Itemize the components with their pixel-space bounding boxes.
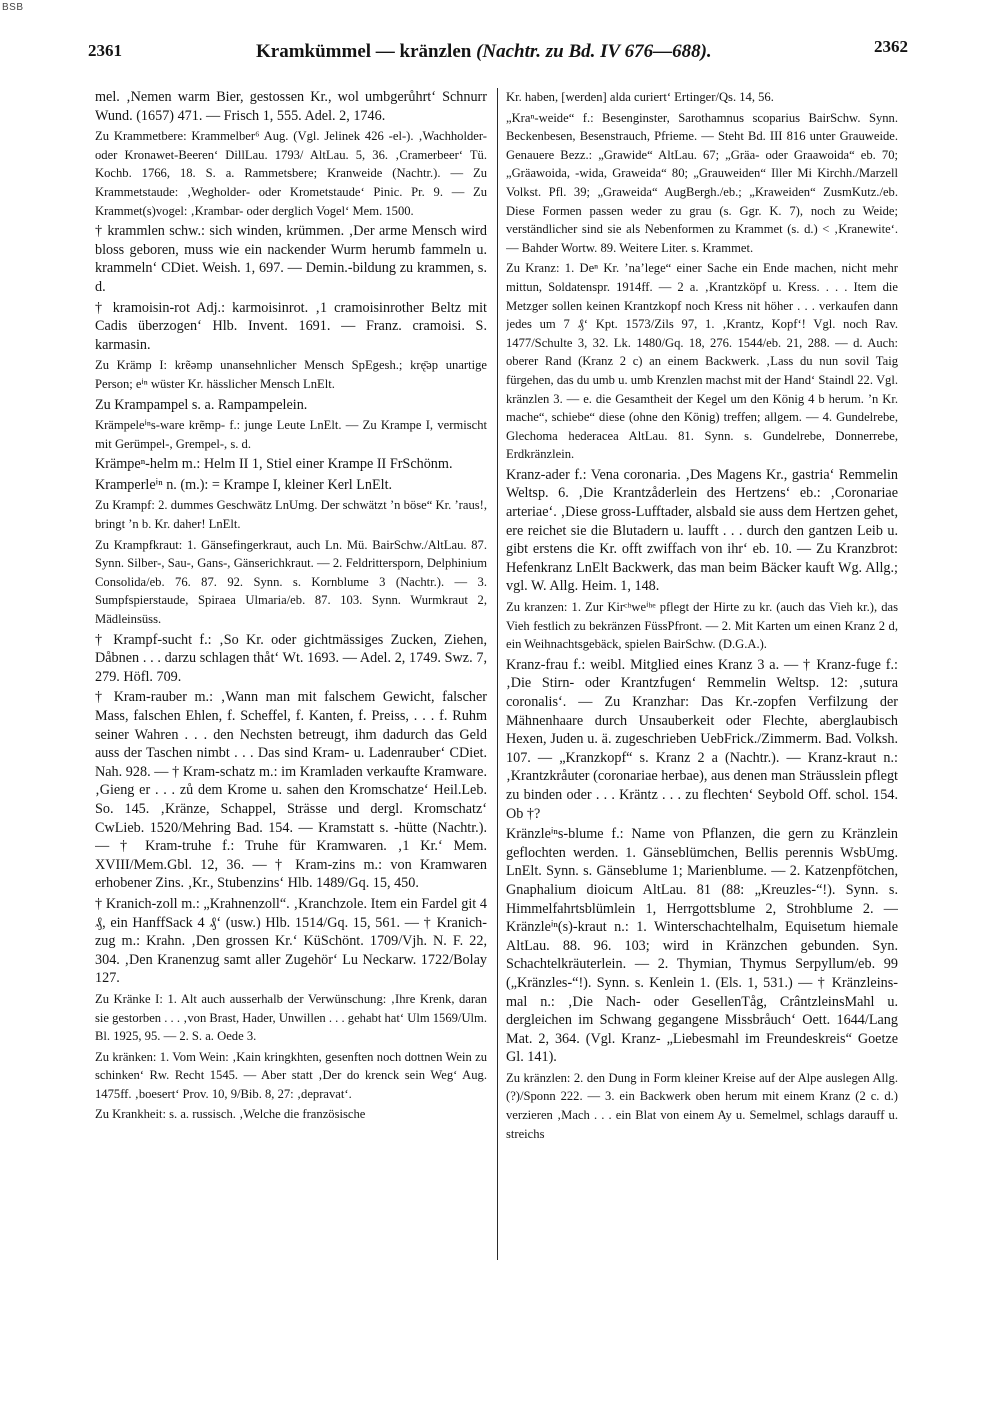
dictionary-entry: † Kram-rauber m.: ‚Wann man mit falschem Gewicht, falscher Mass, falschen Ehlen, f. Scheffel, f. Kanten, f. Preiss, . . . f. Ruhm seiner Wahren . . . den Nechsten betreugt, ihm dadurch das Geld auss der Taschen nimbt . . . Das sind Kram- u. Ladenrauber‘ CDiet. Nah. 928. — † Kram-schatz m.: im Kramladen verkaufte Kramware. ‚Gieng er . . . zů dem Krome u. sahen den Kromschatze‘ Heil.Leb. So. 145. ‚Kränze, Schappel, Strässe und dergl. Kromschatz‘ CwLieb. 1520/Mehring Bad. 154. — Kramstatt s. -hütte (Nachtr.). — † Kram-truhe f.: Truhe für Kramwaren. ‚1 Kr.‘ Mem. XVIII/Mem.Gbl. 12, 36. — † Kram-zins m.: von Kramwaren erhobener Zins. ‚Kr., Stubenzins‘ Hlb. 1489/Gq. 15, 450. (95, 689, 487, 892)
dictionary-entry: Kränzleⁱⁿs-blume f.: Name von Pflanzen, die gern zu Kränzlein geflochten werden. 1. Gänseblümchen, Bellis perennis WsbUmg. LnElt. Synn. s. Gänseblume 1; Marienblume. — 2. Katzenpfötchen, Gnaphalium dioicum AltLau. 81 (88: „Kreuzles-“!). Synn. s. Himmelfahrtsblümlein 1, Herrgottsblume 2, Strohblume 2. — Kränzleⁱⁿ(s)-kraut n.: 1. Winterschachtelhalm, Equisetum hiemale AltLau. 88. 96. 103; wird in Kränzchen gebunden. Syn. Schachtelkräuterlein. — 2. Thymian, Thymus Serpyllum/eb. 99 („Kränzles-“!). Synn. s. Kenlein 1. (Els. 1, 531.) — † Kränzleins-mal n.: ‚Die Nach- oder GesellenTåg, CrântzleinsMahl u. dergleichen im Schwang gegangene Missbråuch‘ Oett. 1644/Lang Mat. 2, 364. (Vgl. Kranz- „Liebesmahl im Freundeskreis“ Goetze Gl. 141). (506, 826, 898, 1066)
dictionary-entry: † krammlen schw.: sich winden, krümmen. ‚Der arme Mensch wird bloss geboren, muss wie ein nackender Wurm herumb fammeln u. krammeln‘ CDiet. Weish. 1, 697. — Demin.-bildung zu krammen, s. d. (95, 223, 487, 295)
dictionary-entry: Kr. haben, [werden] alda curiert‘ Ertinger/Qs. 14, 56. (506, 90, 774, 104)
page-header (88, 37, 908, 69)
dictionary-entry: Kramperleⁱⁿ n. (m.): = Krampe I, kleiner Kerl LnElt. (95, 476, 393, 493)
library-watermark: BSB (2, 2, 24, 13)
dictionary-entry: Zu Krankheit: s. a. russisch. ‚Welche die französische (95, 1107, 366, 1122)
dictionary-entry: Zu Kränke I: 1. Alt auch ausserhalb der Verwünschung: ‚Ihre Krenk, daran sie gestorben . . . ‚von Brast, Hader, Unwillen . . . gehabt hat‘ Ulm 1569/Ulm. Bl. 1925, 95. — 2. S. a. Oede 3. (95, 991, 487, 1044)
dictionary-entry: † kramoisin-rot Adj.: karmoisinrot. ‚1 cramoisinrother Beltz mit Cadis überzogen‘ Hlb. Invent. 1691. — Franz. cramoisi. S. karmasin. (95, 299, 487, 353)
dictionary-entry: Kranz-frau f.: weibl. Mitglied eines Kranz 3 a. — † Kranz-fuge f.: ‚Die Stirn- oder Krantzfugen‘ Remmelin Weltsp. 12: ‚sutura coronalis‘. — Zu Kranzhar: Das Kr.-zopfen Verfilzung der Mähnenhaare durch Unsauberkeit oder Flechte, aberglaubisch Hexen, Juden u. ä. zugeschrieben UebFrick./Zimmerm. Bad. Volksh. 107. — „Kranzkopf“ s. Kranz 2 a (Nachtr.). — Kranz-kraut n.: ‚Krantzkråuter (coronariae herbae), aus denen man Sträusslein pflegt zu binden oder . . . Kräntz . . . zu flechten‘ Seybold Off. schol. 154. Ob †? (506, 656, 898, 822)
left-column (95, 88, 487, 1288)
dictionary-entry: † Kranich-zoll m.: „Krahnenzoll“. ‚Kranchzole. Item ein Fardel git 4 ₰, ein HanffSack 4 ₰‘ (usw.) Hlb. 1514/Gq. 15, 561. — † Kranich-zug m.: Krahn. ‚Den grossen Kr.‘ KüSchönt. 1709/Vjh. N. F. 22, 304. ‚Den Kranenzug samt aller Zugehör‘ Lu Neckarw. 1722/Bolay 127. (95, 895, 487, 987)
dictionary-entry: Zu Krämp I: krẽəmp unansehnlicher Mensch SpEgesh.; krę̄əp unartige Person; eⁱⁿ wüster Kr. hässlicher Mensch LnElt. (95, 358, 487, 391)
page-number-left: 2361 (88, 41, 122, 60)
dictionary-entry: Zu Krampfkraut: 1. Gänsefingerkraut, auch Ln. Mü. BairSchw./AltLau. 87. Synn. Silber-, Sau-, Gans-, Gänserichkraut. — 2. Feldrittersporn, Delphinium Consolida/eb. 76. 87. 92. Synn. s. Kornblume 3 (Nachtr.). — 3. Sumpfspierstaude, Spiraea Ulmaria/eb. 87. 103. Synn. Wurmkraut 2, Mädleinsüss. (95, 537, 487, 627)
dictionary-entry: mel. ‚Nemen warm Bier, gestossen Kr., wol umbgerůhrt‘ Schnurr Wund. (1657) 471. — Frisch 1, 555. Adel. 2, 1746. (95, 89, 487, 124)
dictionary-entry: Zu Krampampel s. a. Rampampelein. (95, 396, 308, 413)
running-title-main: Kramkümmel — kränzlen (256, 41, 472, 62)
dictionary-entry: Zu Krammetbere: Krammelber⁶ Aug. (Vgl. Jelinek 426 -el-). ‚Wachholder- oder Kronawet-Beeren‘ DillLau. 1793/ AltLau. 5, 36. ‚Cramerbeer‘ Tü. Kochb. 1766, 18. S. a. Rammetsbere; Kranweide (Nachtr.). — Zu Krammetstaude: ‚Wegholder- oder Krometstaude‘ Pinic. Pr. 9. — Zu Krammet(s)vogel: ‚Krambar- oder derglich Vogel‘ Mem. 1500. (95, 129, 487, 218)
page-number-right: 2362 (874, 37, 908, 56)
dictionary-entry: Zu Kranz: 1. Deⁿ Kr. ’na’lege“ einer Sache ein Ende machen, nicht mehr mittun, Soldatenspr. 1914ff. — 2 a. ‚Krantzköpf u. Kress. . . . Item die Metzger sollen keinen Krantzkopf noch Kress nit höher . . . verkaufen dann jedes um 7 ₰‘ Kpt. 1573/Zils 97, 1. ‚Krantz, Kopf‘! Vgl. noch Rav. 1477/Schulte 3, 32. Lk. 1480/Gq. 18, 276. 1544/eb. 21, 288. — d. Auch: oberer Rand (Kranz 2 c) an einem Backwerk. ‚Lass du nun sovil Taig fürgehen, das du umb u. umb Krenzlen machst mit der Hand‘ Staindl 22. Vgl. kränzlen 3. — e. die Gesamtheit der Kegel um den König 4 b herum. ’n Kr. mache“, schiebe“ diese (ohne den König) treffen; allgem. — 4. Gundelrebe, Glechoma hederacea AltLau. 81. Synn. s. Gundelrebe, Donnerrebe, Erdkränzlein. (506, 261, 898, 462)
dictionary-entry: Zu kranzen: 1. Zur Kirᶜʰweⁱʰᵉ pflegt der Hirte zu kr. (auch das Vieh kr.), das Vieh festlich zu bekränzen FüssPfront. — 2. Mit Karten um einen Kranz 2 d, ein Weihnachtsgebäck, spielen BairSchw. (D.G.A.). (506, 600, 898, 652)
dictionary-entry: Krämpeⁿ-helm m.: Helm II 1, Stiel einer Krampe II FrSchönm. (95, 456, 453, 473)
dictionary-entry: „Kraⁿ-weide“ f.: Besenginster, Sarothamnus scoparius BairSchw. Synn. Beckenbesen, Besenstrauch, Pfrieme. — Steht Bd. III 816 unter Grauweide. Genauere Bezz.: „Grawide“ AltLau. 67; „Gräa- oder Graawoida“ eb. 70; „Gräawoida, -wida, Graweida“ 80; „Grauweiden“ Iller Mi Kirchh./Marzell Volkst. Pfl. 39; „Graweida“ AugBergh./eb.; „Kraweiden“ ZusmKutz./eb. Diese Formen passen weder zu grau (s. Ggr. K. 7), noch zu Weide; verständlicher sind sie als Nebenformen zu Krammet (s. d.) < ‚Kranewite‘. — Bahder Wortw. 89. Weitere Liter. s. Krammet. (506, 110, 898, 255)
dictionary-entry: Zu Krampf: 2. dummes Geschwätz LnUmg. Der schwätzt ’n böse“ Kr. ’raus!, bringt ’n b. Kr. daher! LnElt. (95, 498, 487, 532)
running-title (256, 41, 712, 63)
dictionary-entry: Kranz-ader f.: Vena coronaria. ‚Des Magens Kr., gastria‘ Remmelin Weltsp. 6. ‚Die Krantzåderlein des Hertzens‘ eb.: ‚Coronariae arteriae‘. ‚Diese gross-Lufftader, alsbald sie auss dem Hertzen gehet, ere reichet sie die Blutadern u. laufft . . . durch den gantzen Leib u. gibt erstens die Kr. offt zwiffach von ihr‘ eb. 10. — Zu Kranzbrot: Hefenkranz LnElt Backwerk, das man beim Bäcker kauft Wg. Allg.; vgl. W. Allg. Heim. 1, 148. (506, 466, 898, 595)
dictionary-entry: Zu kränken: 1. Vom Wein: ‚Kain kringkhten, gesenften noch dottnen Wein zu schinken‘ Rw. Recht 1545. — Aber statt ‚Der do krenck sein Weg‘ Aug. 1475ff. ‚boesert‘ Prov. 10, 9/Bib. 8, 27: ‚depravat‘. (95, 1049, 487, 1101)
dictionary-entry: † Krampf-sucht f.: ‚So Kr. oder gichtmässiges Zucken, Ziehen, Dåbnen . . . darzu schlagen thåt‘ Wt. 1693. — Adel. 2, 1749. Swz. 7, 279. Höfl. 709. (95, 631, 487, 685)
dictionary-entry: Krämpeleⁱⁿs-ware krẽmp- f.: junge Leute LnElt. — Zu Krampe I, vermischt mit Gerümpel-, Grempel-, s. d. (95, 418, 487, 451)
column-divider (497, 88, 498, 1260)
dictionary-entry: Zu kränzlen: 2. den Dung in Form kleiner Kreise auf der Alpe auslegen Allg. (?)/Sponn 222. — 3. ein Backwerk oben herum mit einem Kranz (2 c. d.) verzieren ‚Mach . . . ein Blat von einem Ay u. Semelmel, schlags darauff u. streichs (506, 1070, 898, 1141)
running-title-subtitle: (Nachtr. zu Bd. IV 676—688). (476, 41, 712, 62)
right-column (506, 88, 898, 1288)
